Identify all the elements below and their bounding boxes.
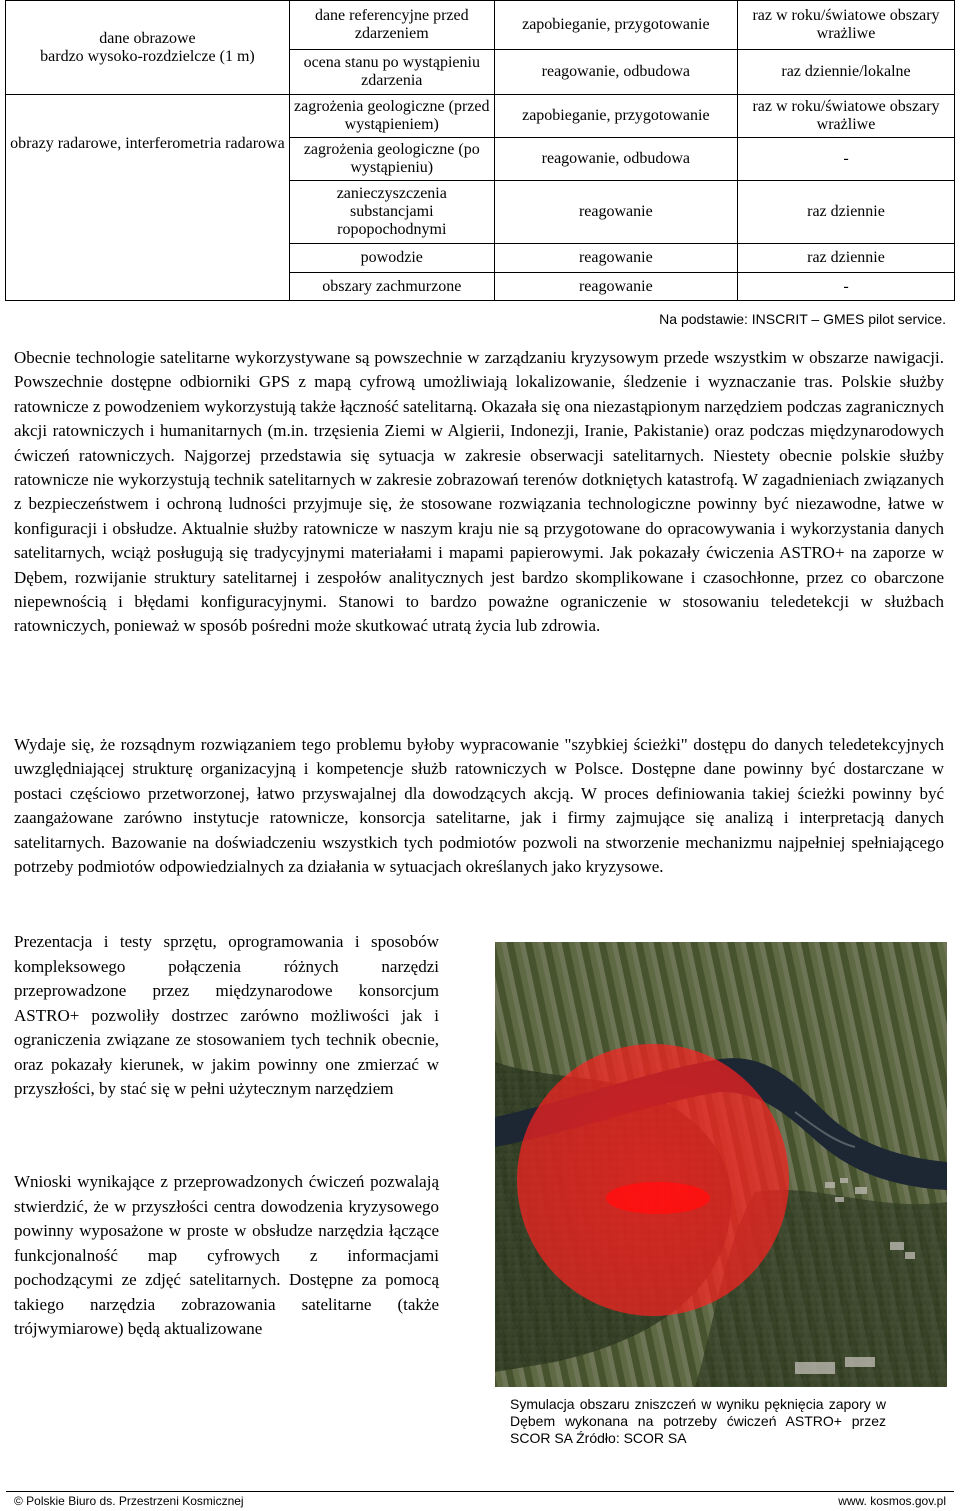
table-cell: raz dziennie [738,181,955,244]
table-cell: raz dziennie [738,244,955,273]
footer-copyright: © Polskie Biuro ds. Przestrzeni Kosmicznej [14,1494,244,1508]
left-column-paragraph: Wnioski wynikające z przeprowadzonych ćwiczeń pozwalają stwierdzić, że w przyszłości centra dowodzenia kryzysowego powinny wyposażone w proste w obsłudze narzędzia łączące funkcjonalność map cyfrowych z informacjami pochodzącymi ze zdjęć satelitarnych. Dostępne za pomocą takiego narzędzia zobrazowania satelitarne (także trójwymiarowe) będą aktualizowane [14,1172,439,1338]
table-cell: dane referencyjne przed zdarzeniem [289,1,494,50]
table-row [6,95,955,138]
table-cell: raz w roku/światowe obszary wrażliwe [738,95,955,138]
table-cell: powodzie [289,244,494,273]
table-cell [6,1,290,95]
table-row [6,1,955,50]
table-cell: reagowanie [494,244,737,273]
table-cell: reagowanie [494,181,737,244]
footer-divider [6,1491,954,1492]
table-cell: zagrożenia geologiczne (po wystąpieniu) [289,138,494,181]
table-cell: raz w roku/światowe obszary wrażliwe [738,1,955,50]
table-cell: obrazy radarowe, interferometria radarowa [6,95,290,301]
table-cell: reagowanie, odbudowa [494,50,737,95]
table-source-note: Na podstawie: INSCRIT – GMES pilot service. [659,311,946,327]
table-cell: zapobieganie, przygotowanie [494,95,737,138]
table-cell: zapobieganie, przygotowanie [494,1,737,50]
table-cell: zagrożenia geologiczne (przed wystąpieniem) [289,95,494,138]
left-column-paragraph: Prezentacja i testy sprzętu, oprogramowania i sposobów kompleksowego połączenia różnych narzędzi przeprowadzone przez międzynarodowe konsorcjum ASTRO+ pozwoliły dostrzec zarówno możliwości jak i ograniczenia związane ze stosowaniem tych technik obecnie, oraz pokazały kierunek, w jakim powinny one zmierzać w przyszłości, by stać się w pełni użytecznym narzędziem [14,932,439,1098]
footer-website: www. kosmos.gov.pl [838,1494,946,1508]
table-cell: obszary zachmurzone [289,273,494,301]
table-cell: - [738,273,955,301]
table-cell: - [738,138,955,181]
data-type-detail: bardzo wysoko-rozdzielcze (1 m) [40,47,255,65]
satellite-data-table [5,0,955,301]
table-cell: reagowanie [494,273,737,301]
image-caption: Symulacja obszaru zniszczeń w wyniku pęknięcia zapory w Dębem wykonana na potrzeby ćwiczeń ASTRO+ przez SCOR SA Źródło: SCOR SA [510,1396,886,1446]
table-cell: raz dziennie/lokalne [738,50,955,95]
body-paragraph: Obecnie technologie satelitarne wykorzystywane są powszechnie w zarządzaniu kryzysowym przede wszystkim w obszarze nawigacji. Powszechnie dostępne odbiorniki GPS z mapą cyfrową umożliwiają lokalizowanie, śledzenie i wyznaczanie tras. Polskie służby ratownicze z powodzeniem wykorzystują także łączność satelitarną. Okazała się ona niezastąpionym narzędziem podczas zagranicznych akcji ratowniczych i humanitarnych (m.in. trzęsienia Ziemi w Algierii, Indonezji, Iranie, Pakistanie) oraz podczas międzynarodowych ćwiczeń ratowniczych. Najgorzej przedstawia się sytuacja w zakresie obserwacji satelitarnych. Niestety obecnie polskie służby ratownicze nie wykorzystują technik satelitarnych w zakresie zobrazowań terenów dotkniętych katastrofą. W zagadnieniach związanych z bezpieczeństwem i ochroną ludności przyjmuje się, że stosowane rozwiązania technologiczne powinny być niezawodne, łatwe w konfiguracji i obsłudze. Aktualnie służby ratownicze w naszym kraju nie są przygotowane do opracowywania i wykorzystania danych satelitarnych, wciąż posługują się tradycyjnymi materiałami i mapami papierowymi. Jak pokazały ćwiczenia ASTRO+ na zaporze w Dębem, rozwijanie struktury satelitarnej i zespołów analitycznych jest bardzo skomplikowane i czasochłonne, przez co obarczone niepewnością i błędami konfiguracyjnymi. Stanowi to bardzo poważne ograniczenie w stosowaniu teledetekcji w służbach ratowniczych, ponieważ w sposób pośredni może skutkować utratą życia lub zdrowia. [14,348,944,636]
body-paragraph: Wydaje się, że rozsądnym rozwiązaniem tego problemu byłoby wypracowanie "szybkiej ścieżki" dostępu do danych teledetekcyjnych uwzględniającej strukturę organizacyjną i kompetencje służb ratowniczych w Polsce. Dostępne dane powinny być dostarczane w postaci częściowo przetworzonej, łatwo przyswajalnej dla dowodzących akcją. W proces definiowania takiej ścieżki powinny być zaangażowane zarówno instytucje ratownicze, konsorcja satelitarne, jak i firmy zajmujące się analizą i interpretacją danych satelitarnych. Bazowanie na doświadczeniu wszystkich tych podmiotów pozwoli na stworzenie mechanizmu najpełniej spełniającego potrzeby podmiotów odpowiedzialnych za działania w sytuacjach określanych jako kryzysowe. [14,735,944,877]
table-cell: zanieczyszczenia substancjami ropopochodnymi [289,181,494,244]
table-cell: ocena stanu po wystąpieniu zdarzenia [289,50,494,95]
data-type-label: dane obrazowe [99,29,196,47]
satellite-image [495,942,947,1387]
table-cell: reagowanie, odbudowa [494,138,737,181]
